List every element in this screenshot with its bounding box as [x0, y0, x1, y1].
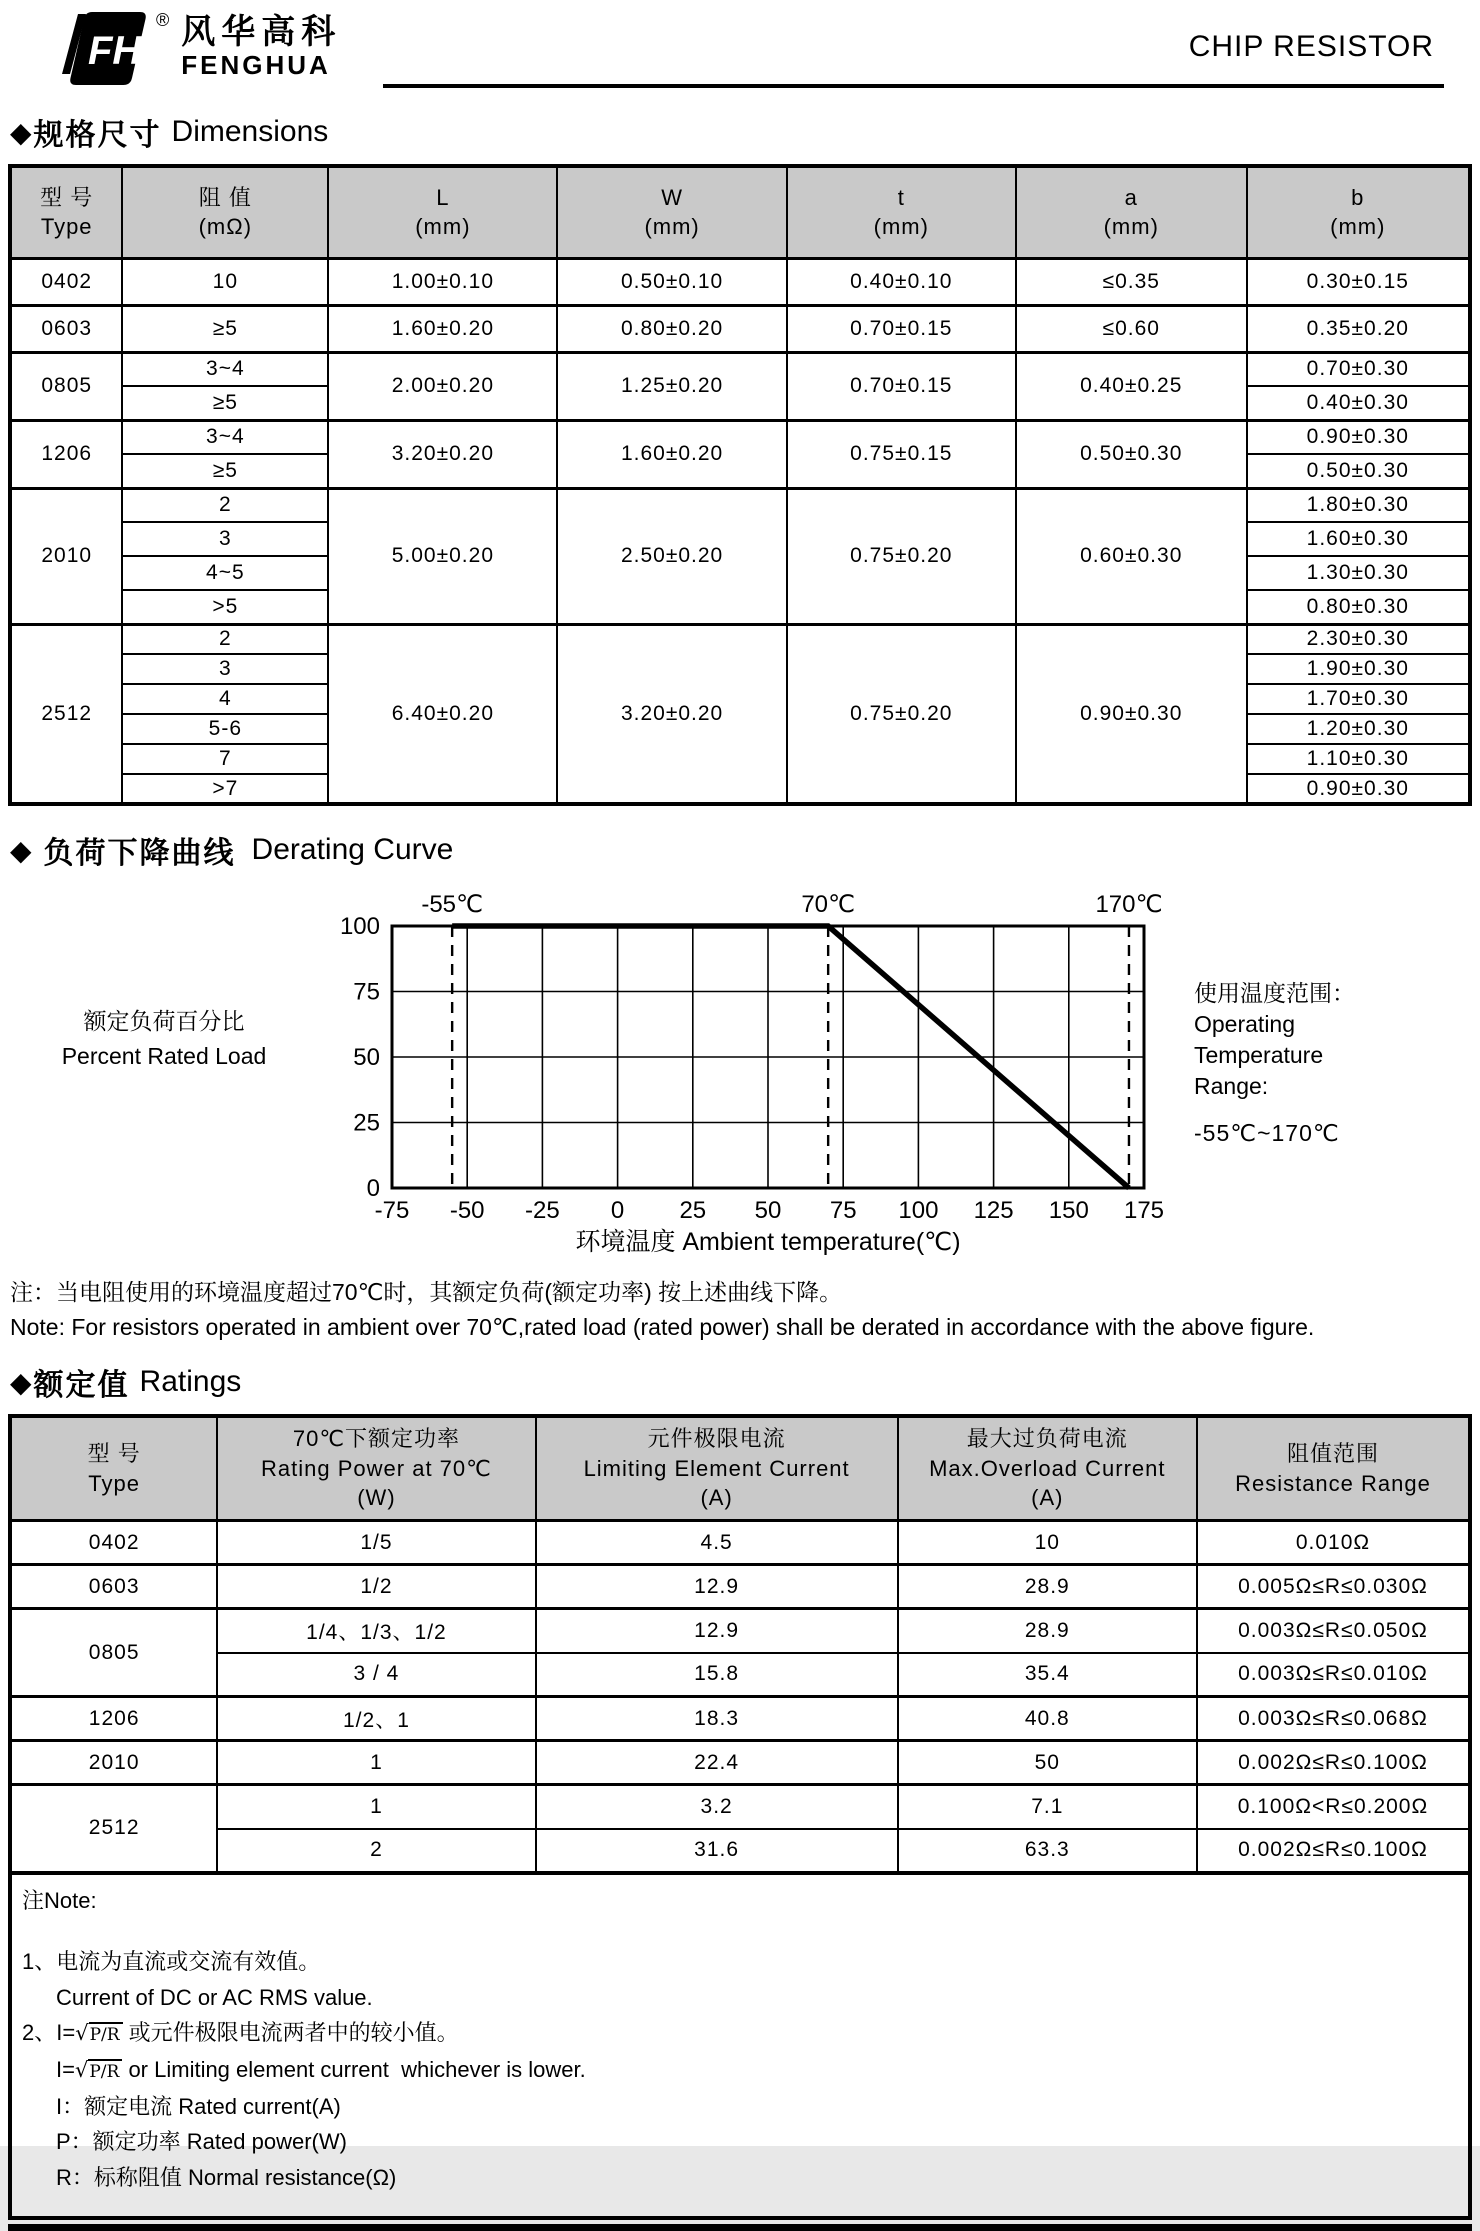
- overload-current-cell: 10: [898, 1521, 1197, 1565]
- derating-note-en: Note: For resistors operated in ambient over 70℃,rated load (rated power) shall be derated in accordance with the above figure.: [10, 1313, 1315, 1340]
- width-cell: 2.50±0.20: [557, 488, 786, 624]
- resistance-range-cell: 0.002Ω≤R≤0.100Ω: [1197, 1829, 1470, 1873]
- dimensions-row-1206: [10, 420, 1470, 454]
- derating-title-en: Derating Curve: [251, 833, 454, 866]
- length-cell: 6.40±0.20: [328, 624, 557, 804]
- resistance-cell: 4: [122, 684, 328, 714]
- dimensions-table: [8, 164, 1472, 806]
- ratings-row-2512: [10, 1829, 1470, 1873]
- derating-section-title: [10, 828, 1472, 872]
- a-dim-cell: ≤0.35: [1016, 258, 1247, 305]
- rating-power-cell: 1/5: [217, 1521, 535, 1565]
- x-tick-label: 75: [829, 1197, 857, 1224]
- length-cell: 1.60±0.20: [328, 305, 557, 352]
- resistance-cell: 3~4: [122, 420, 328, 454]
- note-def-p: P：额定功率 Rated power(W): [56, 2129, 347, 2155]
- column-header-4: 阻值范围 Resistance Range: [1197, 1416, 1470, 1521]
- note-item2-cn: 2、I=√P/R 或元件极限电流两者中的较小值。: [22, 2015, 1454, 2052]
- operating-temperature-range: [1168, 882, 1458, 1265]
- resistance-cell: 2: [122, 624, 328, 654]
- x-tick-label: 0: [610, 1197, 625, 1224]
- resistance-cell: ≥5: [122, 305, 328, 352]
- b-dim-cell: 0.30±0.15: [1247, 258, 1470, 305]
- dimensions-title-cn: 规格尺寸: [33, 119, 162, 152]
- dimensions-row-2512: [10, 624, 1470, 654]
- b-dim-cell: 0.90±0.30: [1247, 774, 1470, 804]
- rating-power-cell: 3 / 4: [217, 1653, 535, 1697]
- dimensions-row-0805: [10, 352, 1470, 386]
- column-header-4: t (mm): [787, 166, 1016, 258]
- note-item1-cn: 1、电流为直流或交流有效值。: [22, 1949, 321, 1975]
- thickness-cell: 0.75±0.20: [787, 488, 1016, 624]
- column-header-1: 阻 值 (mΩ): [122, 166, 328, 258]
- a-dim-cell: 0.50±0.30: [1016, 420, 1247, 488]
- thickness-cell: 0.70±0.15: [787, 352, 1016, 420]
- x-tick-label: 50: [754, 1197, 782, 1224]
- ratings-row-1206: [10, 1697, 1470, 1741]
- y-tick-label: 25: [353, 1109, 380, 1137]
- thickness-cell: 0.40±0.10: [787, 258, 1016, 305]
- length-cell: 3.20±0.20: [328, 420, 557, 488]
- resistance-range-cell: 0.003Ω≤R≤0.050Ω: [1197, 1609, 1470, 1653]
- a-dim-cell: ≤0.60: [1016, 305, 1247, 352]
- resistance-cell: >7: [122, 774, 328, 804]
- length-cell: 5.00±0.20: [328, 488, 557, 624]
- ratings-row-0805: [10, 1609, 1470, 1653]
- column-header-0: 型 号 Type: [10, 166, 122, 258]
- b-dim-cell: 1.20±0.30: [1247, 714, 1470, 744]
- type-cell: 2010: [10, 488, 122, 624]
- type-cell: 0402: [10, 258, 122, 305]
- derating-note-cn: 注：当电阻使用的环境温度超过70℃时，其额定负荷(额定功率) 按上述曲线下降。: [10, 1279, 843, 1305]
- b-dim-cell: 1.80±0.30: [1247, 488, 1470, 522]
- dimensions-title-en: Dimensions: [171, 115, 329, 148]
- resistance-cell: 10: [122, 258, 328, 305]
- header-rule: [383, 84, 1444, 88]
- type-cell: 0805: [10, 1609, 217, 1697]
- ratings-row-0805: [10, 1653, 1470, 1697]
- type-cell: 2512: [10, 624, 122, 804]
- document-title: CHIP RESISTOR: [1188, 30, 1434, 63]
- resistance-cell: 3: [122, 522, 328, 556]
- resistance-cell: 7: [122, 744, 328, 774]
- dimensions-section-title: [10, 110, 1472, 154]
- note-def-i: I：额定电流 Rated current(A): [56, 2093, 341, 2119]
- ratings-row-0402: [10, 1521, 1470, 1565]
- column-header-2: 元件极限电流 Limiting Element Current (A): [536, 1416, 898, 1521]
- ratings-row-0603: [10, 1565, 1470, 1609]
- resistance-range-cell: 0.100Ω<R≤0.200Ω: [1197, 1785, 1470, 1829]
- length-cell: 2.00±0.20: [328, 352, 557, 420]
- brand-block: [48, 8, 341, 95]
- column-header-3: W (mm): [557, 166, 786, 258]
- y-axis-label-cn: 额定负荷百分比: [83, 1008, 245, 1034]
- diamond-bullet-icon: ◆: [10, 834, 32, 866]
- x-tick-label: 150: [1048, 1197, 1089, 1224]
- b-dim-cell: 0.90±0.30: [1247, 420, 1470, 454]
- resistance-cell: 4~5: [122, 556, 328, 590]
- limiting-current-cell: 3.2: [536, 1785, 898, 1829]
- note-def-r: R：标称阻值 Normal resistance(Ω): [56, 2164, 397, 2190]
- resistance-cell: ≥5: [122, 454, 328, 488]
- rating-power-cell: 1: [217, 1741, 535, 1785]
- y-tick-label: 75: [353, 978, 380, 1006]
- limiting-current-cell: 22.4: [536, 1741, 898, 1785]
- sqrt-expression: √P/R: [75, 2016, 122, 2052]
- temperature-annotation: 70℃: [801, 891, 855, 918]
- limiting-current-cell: 18.3: [536, 1697, 898, 1741]
- resistance-range-cell: 0.003Ω≤R≤0.010Ω: [1197, 1653, 1470, 1697]
- x-tick-label: 125: [973, 1197, 1014, 1224]
- thickness-cell: 0.70±0.15: [787, 305, 1016, 352]
- ratings-table: [8, 1414, 1472, 1875]
- thickness-cell: 0.75±0.15: [787, 420, 1016, 488]
- derating-note: [10, 1275, 1462, 1344]
- derating-chart-block: [8, 882, 1472, 1265]
- type-cell: 0603: [10, 1565, 217, 1609]
- column-header-0: 型 号 Type: [10, 1416, 217, 1521]
- limiting-current-cell: 12.9: [536, 1565, 898, 1609]
- ratings-notes-box: [8, 1875, 1472, 2220]
- x-tick-label: -25: [525, 1197, 560, 1224]
- brand-name-en: FENGHUA: [181, 50, 331, 81]
- resistance-cell: 3~4: [122, 352, 328, 386]
- notes-title: 注Note:: [22, 1887, 97, 1913]
- limiting-current-cell: 31.6: [536, 1829, 898, 1873]
- svg-text:FH: FH: [88, 29, 142, 73]
- column-header-2: L (mm): [328, 166, 557, 258]
- temperature-annotation: -55℃: [421, 891, 483, 918]
- x-tick-label: 175: [1123, 1197, 1165, 1224]
- limiting-current-cell: 4.5: [536, 1521, 898, 1565]
- column-header-6: b (mm): [1247, 166, 1470, 258]
- rating-power-cell: 2: [217, 1829, 535, 1873]
- temp-range-label-en: Operating Temperature Range:: [1194, 1011, 1324, 1100]
- length-cell: 1.00±0.10: [328, 258, 557, 305]
- column-header-5: a (mm): [1016, 166, 1247, 258]
- b-dim-cell: 1.90±0.30: [1247, 654, 1470, 684]
- a-dim-cell: 0.60±0.30: [1016, 488, 1247, 624]
- x-tick-label: -75: [374, 1197, 410, 1224]
- rating-power-cell: 1/2: [217, 1565, 535, 1609]
- b-dim-cell: 0.35±0.20: [1247, 305, 1470, 352]
- x-tick-label: 100: [898, 1197, 939, 1224]
- x-axis-title: 环境温度 Ambient temperature(℃): [575, 1228, 961, 1256]
- rating-power-cell: 1/2、1: [217, 1697, 535, 1741]
- a-dim-cell: 0.90±0.30: [1016, 624, 1247, 804]
- type-cell: 1206: [10, 420, 122, 488]
- width-cell: 3.20±0.20: [557, 624, 786, 804]
- diamond-bullet-icon: ◆: [10, 1366, 32, 1398]
- b-dim-cell: 0.70±0.30: [1247, 352, 1470, 386]
- resistance-range-cell: 0.005Ω≤R≤0.030Ω: [1197, 1565, 1470, 1609]
- x-tick-label: 25: [679, 1197, 707, 1224]
- ratings-section-title: [10, 1360, 1472, 1404]
- width-cell: 0.80±0.20: [557, 305, 786, 352]
- overload-current-cell: 50: [898, 1741, 1197, 1785]
- y-tick-label: 50: [353, 1044, 380, 1071]
- note-item1-en: Current of DC or AC RMS value.: [56, 1984, 373, 2010]
- b-dim-cell: 1.30±0.30: [1247, 556, 1470, 590]
- overload-current-cell: 28.9: [898, 1609, 1197, 1653]
- rating-power-cell: 1: [217, 1785, 535, 1829]
- b-dim-cell: 0.50±0.30: [1247, 454, 1470, 488]
- resistance-range-cell: 0.002Ω≤R≤0.100Ω: [1197, 1741, 1470, 1785]
- column-header-3: 最大过负荷电流 Max.Overload Current (A): [898, 1416, 1197, 1521]
- type-cell: 1206: [10, 1697, 217, 1741]
- y-axis-label-en: Percent Rated Load: [61, 1042, 267, 1069]
- resistance-cell: 2: [122, 488, 328, 522]
- b-dim-cell: 1.60±0.30: [1247, 522, 1470, 556]
- overload-current-cell: 63.3: [898, 1829, 1197, 1873]
- y-tick-label: 100: [339, 913, 380, 940]
- axis-tick-labels: [340, 913, 1164, 1224]
- b-dim-cell: 0.80±0.30: [1247, 590, 1470, 624]
- a-dim-cell: 0.40±0.25: [1016, 352, 1247, 420]
- type-cell: 0402: [10, 1521, 217, 1565]
- brand-name-cn: 风华高科: [181, 13, 342, 51]
- ratings-row-2512: [10, 1785, 1470, 1829]
- rating-power-cell: 1/4、1/3、1/2: [217, 1609, 535, 1653]
- b-dim-cell: 1.10±0.30: [1247, 744, 1470, 774]
- thickness-cell: 0.75±0.20: [787, 624, 1016, 804]
- grid-lines: [392, 926, 1144, 1188]
- dimensions-row-0603: [10, 305, 1470, 352]
- temperature-annotation: 170℃: [1095, 891, 1163, 918]
- dimensions-row-0402: [10, 258, 1470, 305]
- page-footer-rule: [8, 2224, 1472, 2231]
- overload-current-cell: 35.4: [898, 1653, 1197, 1697]
- derating-curve-chart: [320, 882, 1168, 1260]
- overload-current-cell: 40.8: [898, 1697, 1197, 1741]
- temp-range-value: -55℃~170℃: [1194, 1120, 1340, 1147]
- ratings-title-en: Ratings: [139, 1365, 242, 1398]
- type-cell: 0603: [10, 305, 122, 352]
- temp-range-label-cn: 使用温度范围：: [1194, 980, 1355, 1006]
- y-axis-label: [8, 882, 320, 1265]
- resistance-cell: ≥5: [122, 386, 328, 420]
- resistance-range-cell: 0.003Ω≤R≤0.068Ω: [1197, 1697, 1470, 1741]
- ratings-title-cn: 额定值: [33, 1369, 130, 1402]
- resistance-cell: 3: [122, 654, 328, 684]
- b-dim-cell: 0.40±0.30: [1247, 386, 1470, 420]
- page-header: [8, 0, 1472, 96]
- b-dim-cell: 2.30±0.30: [1247, 624, 1470, 654]
- type-cell: 2512: [10, 1785, 217, 1873]
- ratings-row-2010: [10, 1741, 1470, 1785]
- limiting-current-cell: 15.8: [536, 1653, 898, 1697]
- overload-current-cell: 7.1: [898, 1785, 1197, 1829]
- width-cell: 1.25±0.20: [557, 352, 786, 420]
- type-cell: 0805: [10, 352, 122, 420]
- width-cell: 0.50±0.10: [557, 258, 786, 305]
- y-tick-label: 0: [366, 1175, 380, 1202]
- resistance-range-cell: 0.010Ω: [1197, 1521, 1470, 1565]
- sqrt-expression: √P/R: [75, 2053, 122, 2089]
- diamond-bullet-icon: ◆: [10, 116, 32, 148]
- limiting-current-cell: 12.9: [536, 1609, 898, 1653]
- x-tick-label: -50: [449, 1197, 485, 1224]
- b-dim-cell: 1.70±0.30: [1247, 684, 1470, 714]
- note-item2-en: I=√P/R or Limiting element current whichever is lower.: [22, 2052, 1454, 2089]
- column-header-1: 70℃下额定功率 Rating Power at 70℃ (W): [217, 1416, 535, 1521]
- type-cell: 2010: [10, 1741, 217, 1785]
- registered-trademark: ®: [156, 10, 170, 30]
- overload-current-cell: 28.9: [898, 1565, 1197, 1609]
- resistance-cell: 5-6: [122, 714, 328, 744]
- width-cell: 1.60±0.20: [557, 420, 786, 488]
- fenghua-logo-icon: [48, 8, 154, 95]
- dimensions-row-2010: [10, 488, 1470, 522]
- resistance-cell: >5: [122, 590, 328, 624]
- derating-title-cn: 负荷下降曲线: [43, 837, 236, 870]
